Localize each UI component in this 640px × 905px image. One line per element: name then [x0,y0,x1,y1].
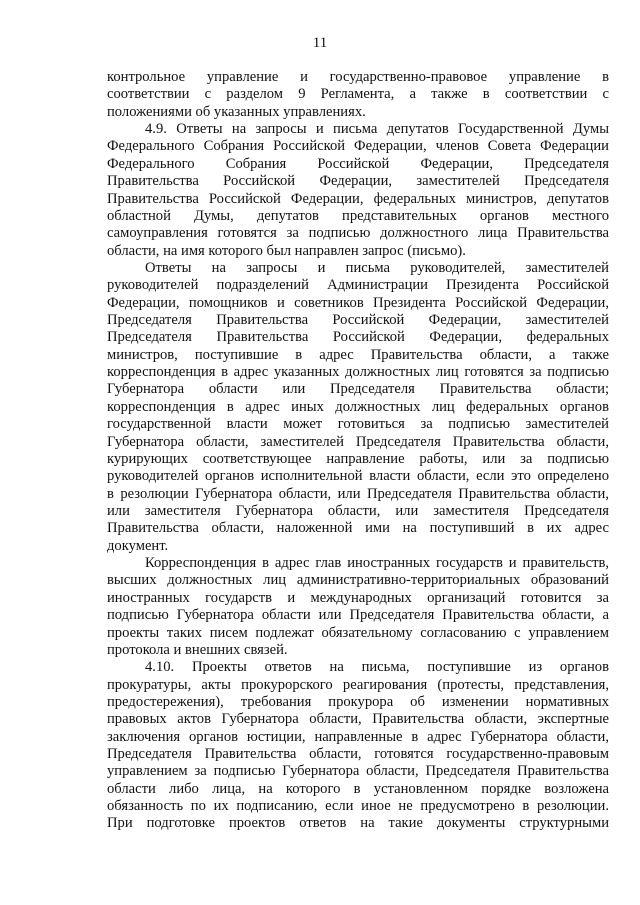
paragraph-p-foreign [107,555,609,659]
paragraph-p-answers [107,260,609,555]
text-line: Губернатора области или Председателя Правительства области; [107,381,609,398]
text-line: Председателя Правительства области, готовятся государственно-правовым [107,746,609,763]
text-line: обязанность по их подписанию, если иное не предусмотрено в резолюции. [107,798,609,815]
text-line: 4.10. Проекты ответов на письма, поступившие из органов [145,659,609,676]
text-line: Федерации, помощников и советников Президента Российской Федерации, [107,294,609,311]
text-line: Корреспонденция в адрес глав иностранных государств и правительств, [145,555,609,572]
text-line: или заместителя Губернатора области, или заместителя Председателя [107,502,609,519]
text-line: правовых актов Губернатора области, Правительства области, экспертные [107,711,609,728]
text-line: Правительства Российской Федерации, федеральных министров, депутатов [107,190,609,207]
text-line: Ответы на запросы и письма руководителей, заместителей [145,259,609,276]
text-line: положениями об указанных управлениях. [107,103,366,120]
text-line: управлением за подписью Губернатора области, Председателя Правительства [107,763,609,780]
text-line: корреспонденция в адрес иных должностных лиц федеральных органов [107,398,609,415]
text-line: документ. [107,537,169,554]
text-line: руководителей подразделений Администрации Президента Российской [107,277,609,294]
text-line: При подготовке проектов ответов на такие документы структурными [107,815,609,832]
paragraph-p-cont [107,69,609,121]
paragraph-p-4-9 [107,121,609,260]
text-line: 4.9. Ответы на запросы и письма депутатов Государственной Думы [145,121,609,138]
text-line: области, на имя которого был направлен запрос (письмо). [107,242,466,259]
text-line: самоуправления готовятся за подписью должностного лица Правительства [107,225,609,242]
text-line: заключения органов юстиции, направленные в адрес Губернатора области, [107,728,609,745]
text-line: прокуратуры, акты прокурорского реагирования (протесты, представления, [107,676,609,693]
text-line: корреспонденция в адрес указанных должностных лиц готовятся за подписью [107,364,609,381]
text-line: Правительства Российской Федерации, заместителей Председателя [107,173,609,190]
text-line: Губернатора области, заместителей Председателя Правительства области, [107,433,609,450]
text-line: высших должностных лиц административно-территориальных образований [107,572,609,589]
text-line: в резолюции Губернатора области, или Председателя Правительства области, [107,485,609,502]
text-line: протокола и внешних связей. [107,641,288,658]
text-line: предостережения), требования прокурора об изменении нормативных [107,693,609,710]
text-line: области либо лица, на которого в установленном порядке возложена [107,780,609,797]
text-line: проекты таких писем подлежат обязательному согласованию с управлением [107,624,609,641]
document-body [107,69,609,833]
text-line: соответствии с разделом 9 Регламента, а также в соответствии с [107,86,609,103]
page-number: 11 [312,35,328,51]
text-line: Федерального Собрания Российской Федерации, членов Совета Федерации [107,138,609,155]
text-line: курирующих соответствующее направление работы, или за подписью [107,450,609,467]
text-line: Председателя Правительства Российской Федерации, заместителей [107,312,609,329]
paragraph-p-4-10 [107,659,609,833]
text-line: контрольное управление и государственно-правовое управление в [107,69,609,85]
text-line: иностранных государств и международных организаций готовится за [107,589,609,606]
text-line: Правительства области, наложенной ими на поступивший в их адрес [107,520,609,537]
text-line: руководителей органов исполнительной власти области, если это определено [107,468,609,485]
text-line: областной Думы, депутатов представительных органов местного [107,207,609,224]
text-line: государственной власти может готовиться за подписью заместителей [107,416,609,433]
text-line: Председателя Правительства Российской Федерации, федеральных [107,329,609,346]
text-line: министров, поступившие в адрес Правительства области, а также [107,346,609,363]
text-line: Федерального Собрания Российской Федерации, Председателя [107,155,609,172]
text-line: подписью Губернатора области или Председателя Правительства области, а [107,607,609,624]
